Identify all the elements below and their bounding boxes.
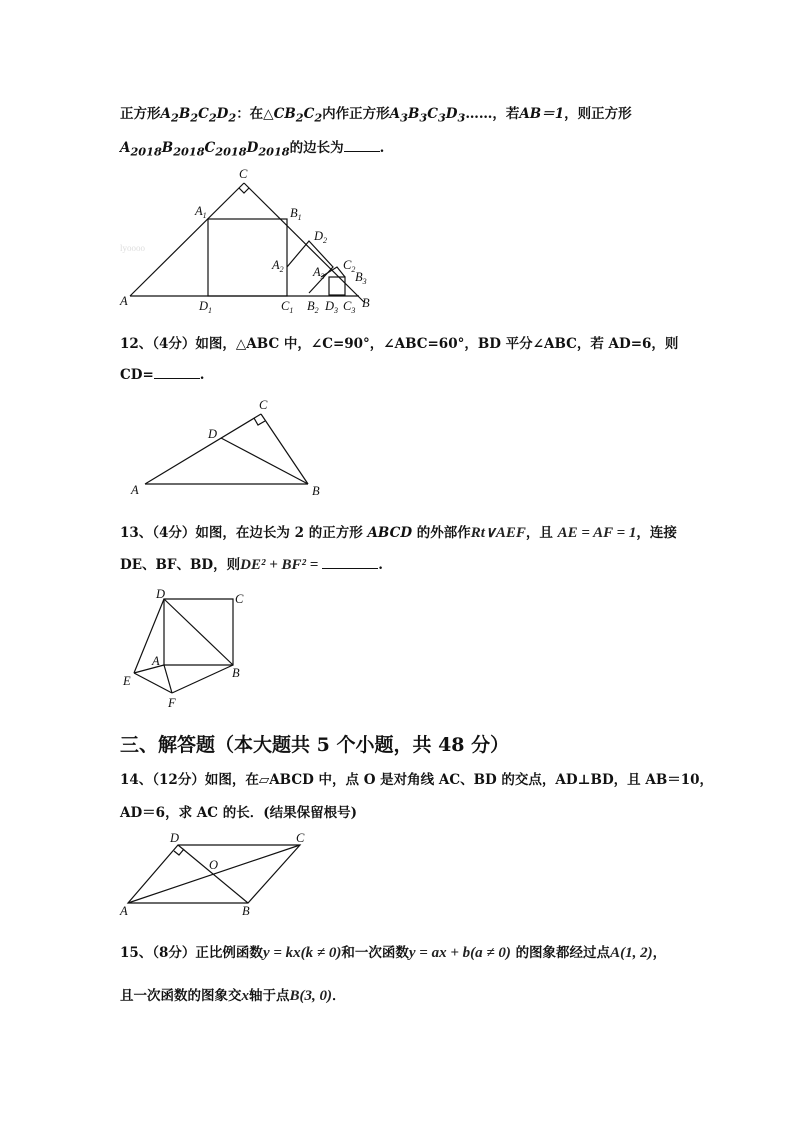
figure-12 [125, 398, 335, 498]
triangle-cb2c2: $CB_2C_2$ [273, 106, 323, 125]
label-b1: $B_1$ [290, 206, 302, 222]
q11-text: ，则正方形 [564, 106, 632, 122]
label-b: B [232, 666, 240, 680]
label-b3: $B_3$ [355, 270, 367, 286]
edge-cb [261, 414, 308, 484]
right-angle-mark [254, 418, 265, 425]
answer-blank[interactable] [154, 366, 200, 379]
q15-text: 15、（8分）正比例函数 [120, 945, 263, 961]
label-a1: $A_1$ [195, 204, 207, 220]
right-angle-mark [239, 188, 249, 193]
label-d3: $D_3$ [325, 299, 339, 315]
q15-text: ， [652, 945, 667, 961]
math-rt-aef: Rt∨AEF [470, 525, 526, 541]
label-a: A [152, 654, 160, 668]
q15-text: ． [332, 988, 346, 1004]
q13-text: ，且 [525, 525, 553, 541]
math-point-b: B(3, 0) [289, 988, 332, 1004]
label-f: F [168, 696, 176, 710]
figure-11 [115, 165, 385, 315]
label-c3: $C_3$ [343, 299, 356, 315]
q12-line-2 [120, 366, 204, 383]
edge-ac [145, 414, 261, 484]
q13-text: DE、BF、BD，则 [120, 557, 241, 573]
math-proportional-function: y = kx(k ≠ 0) [262, 945, 342, 961]
math-linear-function: y = ax + b(a ≠ 0) [408, 945, 511, 961]
q11-text: 正方形 [120, 106, 161, 122]
segment-bf [172, 665, 233, 693]
section-heading: 三、解答题（本大题共 5 个小题，共 48 分） [120, 734, 510, 756]
square-3 [329, 277, 345, 295]
edge-ac [130, 183, 244, 296]
q15-text: 且一次函数的图象交 [120, 988, 242, 1004]
diagonal-bd [178, 845, 248, 903]
label-o: O [209, 858, 219, 872]
square-2018: $A_{2018}B_{2018}C_{2018}D_{2018}$ [120, 140, 290, 159]
label-c: C [296, 831, 305, 845]
q15-text: 轴于点 [249, 988, 290, 1004]
q12-line-1: 12、（4分）如图，△ABC 中，∠C=90°，∠ABC=60°，BD 平分∠ABC，若 AD=6，则 [120, 336, 679, 352]
segment-ef [134, 673, 172, 693]
label-b: B [362, 296, 370, 310]
ab-equals: AB＝1 [519, 106, 565, 122]
label-b: B [312, 484, 320, 498]
label-d: D [208, 427, 218, 441]
q11-text: . [379, 140, 385, 156]
math-point-a: A(1, 2) [610, 945, 653, 961]
answer-blank[interactable] [344, 139, 380, 152]
label-e: E [123, 674, 131, 688]
label-c1: $C_1$ [281, 299, 294, 315]
q11-text: ：在△ [236, 106, 274, 122]
q15-text: 和一次函数 [341, 945, 409, 961]
q15-text: 的图象都经过点 [515, 945, 611, 961]
label-c: C [259, 398, 268, 412]
q12-text: CD= [120, 367, 154, 383]
label-b2: $B_2$ [307, 299, 319, 315]
label-a: A [120, 294, 128, 308]
label-d: D [156, 587, 166, 601]
label-c2: $C_2$ [343, 258, 356, 274]
q11-line-2 [120, 136, 384, 159]
label-d2: $D_2$ [314, 229, 328, 245]
label-a2: $A_2$ [272, 258, 284, 274]
edge-cb [244, 183, 364, 302]
q13-text: 13、（4分）如图，在边长为 2 的正方形 [120, 525, 363, 541]
figure-13 [118, 585, 258, 715]
q15-line-1 [120, 941, 666, 962]
q14-line-2: AD＝6，求 AC 的长．(结果保留根号) [120, 805, 357, 821]
q13-text: ，连接 [636, 525, 677, 541]
right-angle-mark [174, 849, 184, 855]
label-a3: $A_3$ [313, 265, 325, 281]
q14-line-1: 14、（12分）如图，在▱ABCD 中，点 O 是对角线 AC、BD 的交点，AD⊥BD，且 AB＝10， [120, 772, 714, 788]
square-abcd: ABCD [367, 525, 413, 541]
label-a: A [131, 483, 139, 497]
label-c: C [239, 167, 248, 181]
label-d: D [170, 831, 180, 845]
math-x: x [241, 988, 249, 1004]
q11-text: 内作正方形 [322, 106, 390, 122]
q13-text: . [378, 557, 383, 573]
q13-text: 的外部作 [416, 525, 471, 541]
q15-line-2 [120, 984, 346, 1005]
q13-line-1 [120, 521, 677, 542]
q11-line-1 [120, 102, 632, 125]
figure-14 [118, 830, 318, 920]
q11-text: ……，若 [465, 106, 520, 122]
q13-line-2 [120, 553, 383, 574]
label-a: A [120, 904, 128, 918]
math-expression: DE² + BF² = [240, 557, 319, 573]
square-a2b2c2d2: $A_2B_2C_2D_2$ [160, 106, 237, 125]
answer-blank[interactable] [322, 556, 378, 569]
label-b: B [242, 904, 250, 918]
diagonal-bd [164, 599, 233, 665]
label-c: C [235, 592, 244, 606]
q12-text: . [199, 367, 205, 383]
label-d1: $D_1$ [199, 299, 213, 315]
square-a3b3c3d3: $A_3B_3C_3D_3$ [389, 106, 466, 125]
watermark: lyoooo [120, 243, 146, 253]
math-ae-af: AE = AF = 1 [557, 525, 637, 541]
q11-text: 的边长为 [289, 140, 344, 156]
bisector-bd [221, 438, 308, 484]
